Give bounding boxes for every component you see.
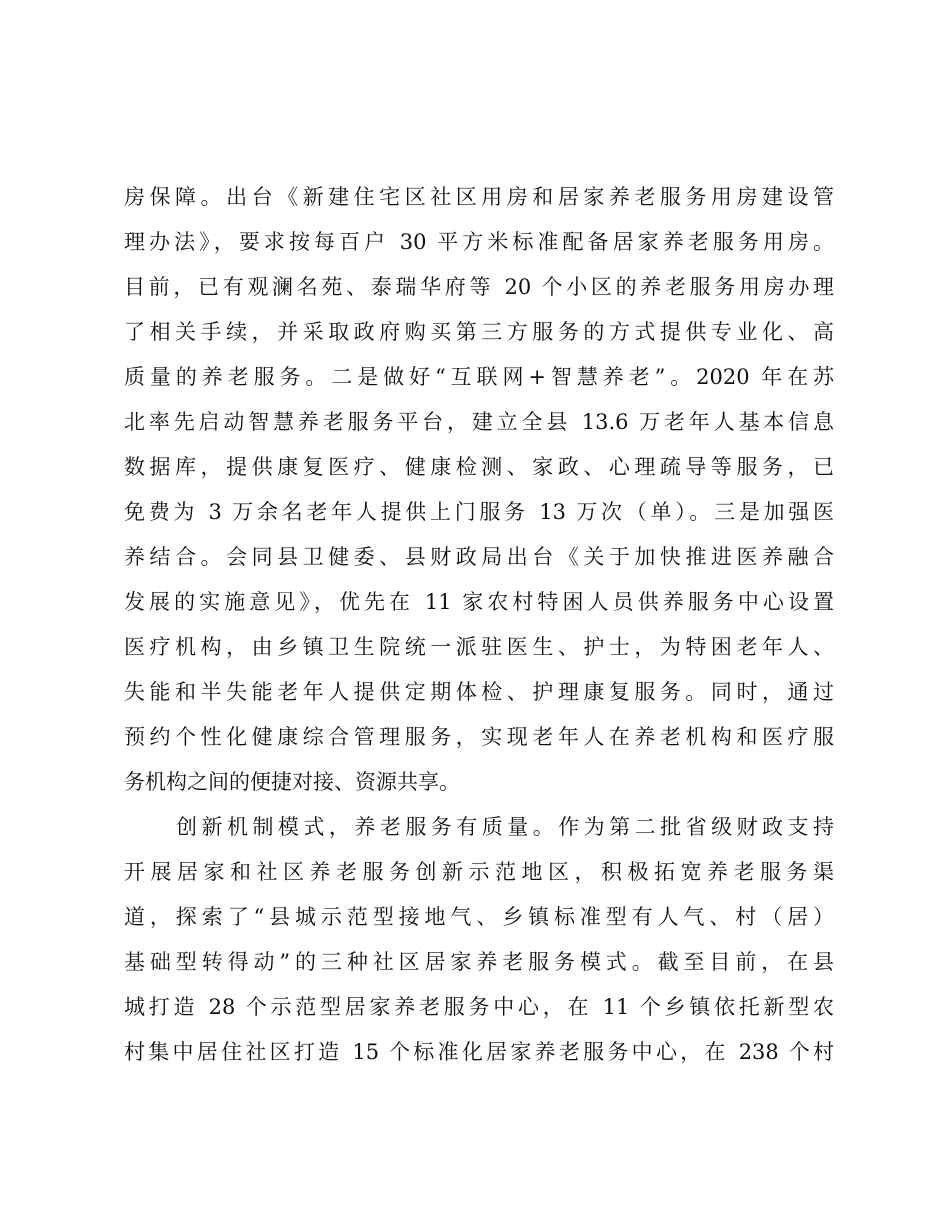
text-line: 医疗机构，由乡镇卫生院统一派驻医生、护士，为特困老年人、: [124, 635, 834, 659]
text-line: 村集中居住社区打造 15 个标准化居家养老服务中心，在 238 个村: [124, 1040, 834, 1064]
text-line: 免费为 3 万余名老年人提供上门服务 13 万次（单）。三是加强医: [124, 500, 834, 524]
text-line: 道，探索了“县城示范型接地气、乡镇标准型有人气、村（居）: [124, 905, 834, 929]
text-line: 数据库，提供康复医疗、健康检测、家政、心理疏导等服务，已: [124, 455, 834, 479]
text-line: 养结合。会同县卫健委、县财政局出台《关于加快推进医养融合: [124, 545, 834, 569]
text-line: 质量的养老服务。二是做好“互联网+智慧养老”。2020 年在苏: [124, 365, 834, 389]
text-line: 务机构之间的便捷对接、资源共享。: [124, 770, 460, 794]
text-line: 预约个性化健康综合管理服务，实现老年人在养老机构和医疗服: [124, 725, 834, 749]
text-line: 房保障。出台《新建住宅区社区用房和居家养老服务用房建设管: [124, 185, 834, 209]
paragraph-2: [124, 805, 834, 1075]
text-line: 北率先启动智慧养老服务平台，建立全县 13.6 万老年人基本信息: [124, 410, 834, 434]
document-page: [124, 175, 834, 1075]
text-line: 失能和半失能老年人提供定期体检、护理康复服务。同时，通过: [124, 680, 834, 704]
text-line: 开展居家和社区养老服务创新示范地区，积极拓宽养老服务渠: [124, 860, 834, 884]
text-line: 发展的实施意见》，优先在 11 家农村特困人员供养服务中心设置: [124, 590, 834, 614]
paragraph-1: [124, 175, 834, 805]
text-line: 创新机制模式，养老服务有质量。作为第二批省级财政支持: [176, 815, 834, 839]
text-line: 目前，已有观澜名苑、泰瑞华府等 20 个小区的养老服务用房办理: [124, 275, 834, 299]
text-line: 基础型转得动”的三种社区居家养老服务模式。截至目前，在县: [124, 950, 834, 974]
text-line: 城打造 28 个示范型居家养老服务中心，在 11 个乡镇依托新型农: [124, 995, 834, 1019]
text-line: 理办法》，要求按每百户 30 平方米标准配备居家养老服务用房。: [124, 230, 834, 254]
text-line: 了相关手续，并采取政府购买第三方服务的方式提供专业化、高: [124, 320, 834, 344]
